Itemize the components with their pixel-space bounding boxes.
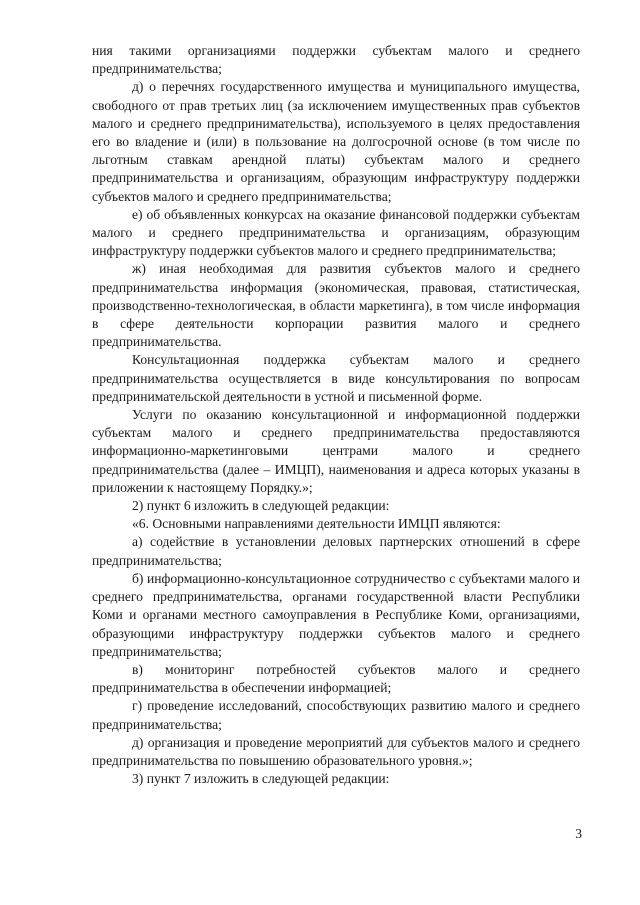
body-text: [92, 42, 580, 788]
paragraph-point-6-heading: «6. Основными направлениями деятельности ИМЦП являются:: [132, 516, 501, 532]
page-number: 3: [575, 826, 582, 841]
paragraph-item-e: е) об объявленных конкурсах на оказание финансовой поддержки субъектам малого и среднего предпринимательства и организациям, образующим инфраструктуру поддержки субъектов малого и среднего предпринимательства;: [92, 206, 580, 259]
paragraph-item-zh: ж) иная необходимая для развития субъектов малого и среднего предпринимательства информация (экономическая, правовая, статистическая, производственно-технологическая, в области маркетинга), в том числе информация в сфере деятельности корпорации развития малого и среднего предпринимательства.: [92, 261, 580, 350]
paragraph-item-d: д) о перечнях государственного имущества и муниципального имущества, свободного от прав третьих лиц (за исключением имущественных прав субъектов малого и среднего предпринимательства), используемого в целях предоставления его во владение и (или) в пользование на долгосрочной основе (в том числе по льготным ставкам арендной платы) субъектам малого и среднего предпринимательства и организациям, образующим инфраструктуру поддержки субъектов малого и среднего предпринимательства;: [92, 79, 580, 204]
paragraph-point-2: 2) пункт 6 изложить в следующей редакции:: [132, 498, 390, 514]
paragraph-item-d-events: д) организация и проведение мероприятий для субъектов малого и среднего предпринимательства по повышению образовательного уровня.»;: [92, 734, 580, 768]
paragraph-point-3: 3) пункт 7 изложить в следующей редакции:: [132, 771, 390, 787]
paragraph-item-v: в) мониторинг потребностей субъектов малого и среднего предпринимательства в обеспечении информацией;: [92, 661, 580, 696]
paragraph-continuation: ния такими организациями поддержки субъектам малого и среднего предпринимательства;: [92, 43, 580, 77]
paragraph-consulting-support: Консультационная поддержка субъектам малого и среднего предпринимательства осуществляется в виде консультирования по вопросам предпринимательской деятельности в устной и письменной форме.: [92, 352, 580, 404]
paragraph-item-a: а) содействие в установлении деловых партнерских отношений в сфере предпринимательства;: [92, 534, 580, 568]
paragraph-item-g: г) проведение исследований, способствующих развитию малого и среднего предпринимательства;: [92, 698, 580, 732]
paragraph-item-b: б) информационно-консультационное сотрудничество с субъектами малого и среднего предпринимательства, органами государственной власти Республики Коми и органами местного самоуправления в Республике Коми, организациями, образующими инфраструктуру поддержки субъектов малого и среднего предпринимательства;: [92, 570, 580, 659]
paragraph-services-imcp: Услуги по оказанию консультационной и информационной поддержки субъектам малого и среднего предпринимательства предоставляются информационно-маркетинговыми центрами малого и среднего предпринимательства (далее – ИМЦП), наименования и адреса которых указаны в приложении к настоящему Порядку.»;: [92, 407, 580, 495]
